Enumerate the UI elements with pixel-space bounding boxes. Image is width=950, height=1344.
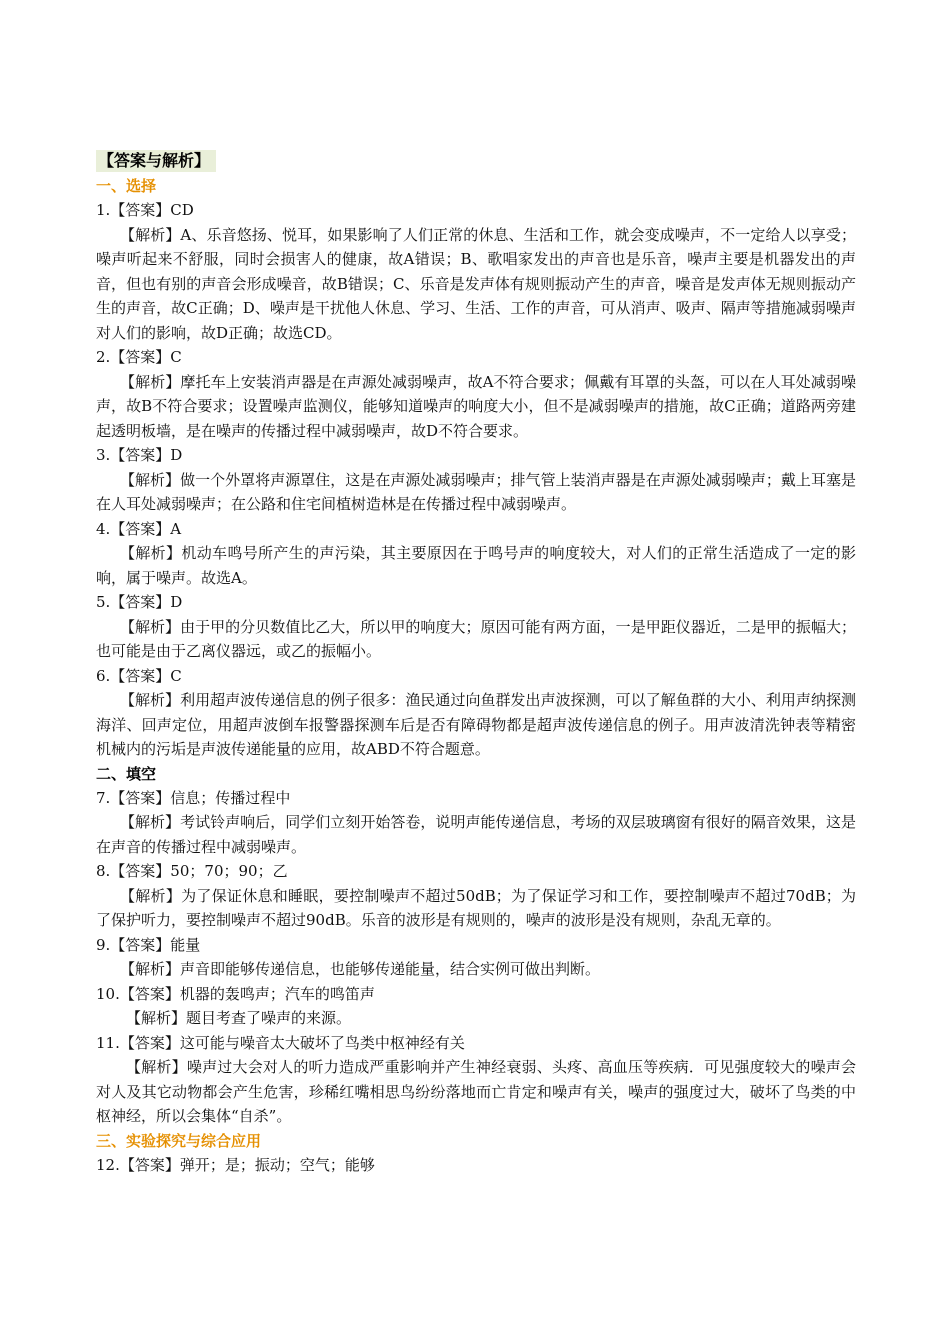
explanation-9: 【解析】声音即能够传递信息，也能够传递能量，结合实例可做出判断。 <box>120 960 601 978</box>
explanation-1: 【解析】A、乐音悠扬、悦耳，如果影响了人们正常的休息、生活和工作，就会变成噪声，不一定给人以享受；噪声听起来不舒服，同时会损害人的健康，故A错误；B、歌唱家发出的声音也是乐音，噪声主要是机器发出的声音，但也有别的声音会形成噪音，故B错误；C、乐音是发声体有规则振动产生的声音，噪音是发声体无规则振动产生的声音，故C正确；D、噪声是干扰他人休息、学习、生活、工作的声音，可从消声、吸声、隔声等措施减弱噪声对人们的影响，故D正确；故选CD。 <box>96 225 856 342</box>
explanation-4: 【解析】机动车鸣号所产生的声污染，其主要原因在于鸣号声的响度较大，对人们的正常生活造成了一定的影响，属于噪声。故选A。 <box>96 544 856 587</box>
explanation-8: 【解析】为了保证休息和睡眠，要控制噪声不超过50dB；为了保证学习和工作，要控制噪声不超过70dB；为了保护听力，要控制噪声不超过90dB。乐音的波形是有规则的，噪声的波形是没有规则，杂乱无章的。 <box>96 886 856 929</box>
answer-4: 4.【答案】A <box>96 519 182 538</box>
answer-3: 3.【答案】D <box>96 446 183 464</box>
explanation-11: 【解析】噪声过大会对人的听力造成严重影响并产生神经衰弱、头疼、高血压等疾病．可见强度较大的噪声会对人及其它动物都会产生危害，珍稀红嘴相思鸟纷纷落地而亡肯定和噪声有关，噪声的强度过大，破坏了鸟类的中枢神经，所以会集体“自杀”。 <box>96 1058 856 1125</box>
answer-11: 11.【答案】这可能与噪音太大破坏了鸟类中枢神经有关 <box>96 1033 465 1052</box>
section-fill-blank: 二、填空 <box>96 764 157 783</box>
answer-9: 9.【答案】能量 <box>96 935 201 954</box>
explanation-2: 【解析】摩托车上安装消声器是在声源处减弱噪声，故A不符合要求；佩戴有耳罩的头盔，可以在人耳处减弱噪声，故B不符合要求；设置噪声监测仪，能够知道噪声的响度大小，但不是减弱噪声的措施，故C正确；道路两旁建起透明板墙，是在噪声的传播过程中减弱噪声，故D不符合要求。 <box>96 372 856 440</box>
section-experiment: 三、实验探究与综合应用 <box>96 1131 262 1150</box>
answer-document <box>96 150 856 1177</box>
answer-8: 8.【答案】50；70；90；乙 <box>96 862 288 880</box>
explanation-10: 【解析】题目考查了噪声的来源。 <box>126 1009 352 1027</box>
answer-5: 5.【答案】D <box>96 593 183 611</box>
answer-12: 12.【答案】弹开；是；振动；空气；能够 <box>96 1155 375 1174</box>
answer-6: 6.【答案】C <box>96 666 182 685</box>
answer-7: 7.【答案】信息；传播过程中 <box>96 788 291 807</box>
answer-10: 10.【答案】机器的轰鸣声；汽车的鸣笛声 <box>96 984 375 1003</box>
answer-1: 1.【答案】CD <box>96 201 194 219</box>
section-choice: 一、选择 <box>96 177 157 195</box>
explanation-7: 【解析】考试铃声响后，同学们立刻开始答卷，说明声能传递信息，考场的双层玻璃窗有很好的隔音效果，这是在声音的传播过程中减弱噪声。 <box>96 813 856 856</box>
explanation-5: 【解析】由于甲的分贝数值比乙大，所以甲的响度大；原因可能有两方面，一是甲距仪器近，二是甲的振幅大；也可能是由于乙离仪器远，或乙的振幅小。 <box>96 617 856 660</box>
explanation-3: 【解析】做一个外罩将声源罩住，这是在声源处减弱噪声；排气管上装消声器是在声源处减弱噪声；戴上耳塞是在人耳处减弱噪声；在公路和住宅间植树造林是在传播过程中减弱噪声。 <box>96 470 856 513</box>
document-header: 【答案与解析】 <box>96 150 216 172</box>
answer-2: 2.【答案】C <box>96 348 182 366</box>
explanation-6: 【解析】利用超声波传递信息的例子很多：渔民通过向鱼群发出声波探测，可以了解鱼群的大小、利用声纳探测海洋、回声定位，用超声波倒车报警器探测车后是否有障碍物都是超声波传递信息的例子。用声波清洗钟表等精密机械内的污垢是声波传递能量的应用，故ABD不符合题意。 <box>96 691 856 758</box>
